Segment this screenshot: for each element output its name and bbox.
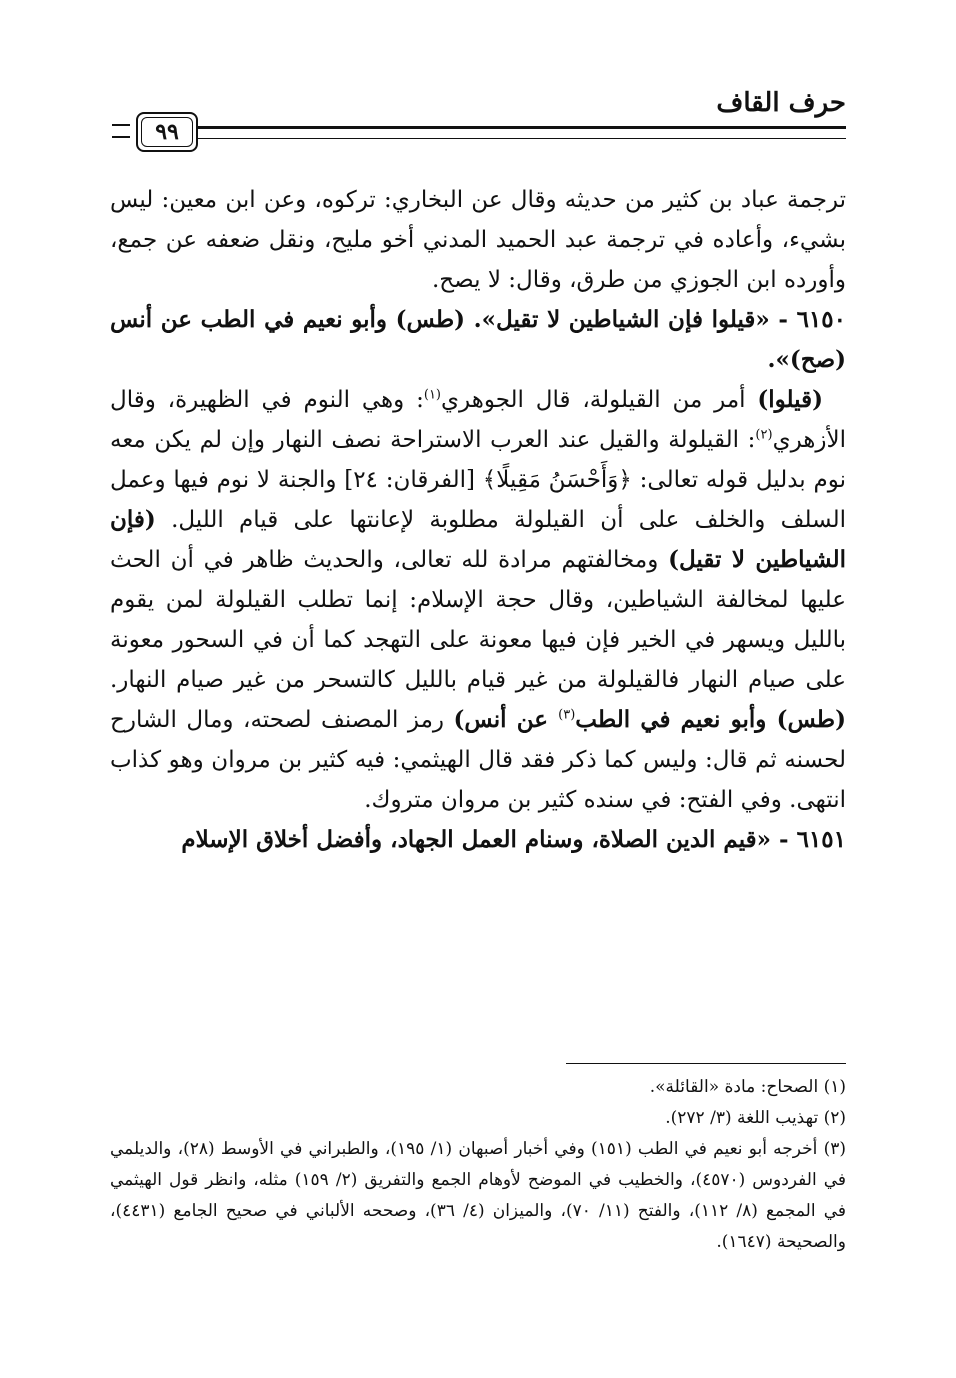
footnote-1: (١) الصحاح: مادة «القائلة». bbox=[649, 1077, 846, 1097]
commentary-text-b: : وهي النوم في الظهيرة، وقال الأزهري bbox=[110, 387, 846, 453]
footnotes bbox=[110, 1072, 846, 1258]
footnote-ref-1: (١) bbox=[423, 387, 441, 403]
header-rule bbox=[196, 126, 846, 139]
commentary-lead: (قيلوا) bbox=[757, 386, 823, 413]
page-number-box bbox=[136, 112, 198, 152]
hadith-entry-6150: ٦١٥٠ - «قيلوا فإن الشياطين لا تقيل». (طس) وأبو نعيم في الطب عن أنس (صح)». bbox=[110, 306, 846, 373]
commentary-text-c: : القيلولة والقيل عند العرب الاستراحة نصف النهار وإن لم يكن معه نوم بدليل قوله تعالى: ﴿وَأَحْسَنُ مَقِيلًا﴾ [الفرقان: ٢٤] والجنة لا نوم فيها وعمل السلف والخلف على أن القيلولة مطلوبة لإعانتها على قيام الليل. bbox=[110, 427, 846, 533]
footnote-ref-2: (٢) bbox=[755, 427, 773, 443]
main-text bbox=[110, 180, 846, 860]
paragraph-continuation: ترجمة عباد بن كثير من حديثه وقال عن البخاري: تركوه، وعن ابن معين: ليس بشيء، وأعاده في ترجمة عبد الحميد المدني أخو مليح، ونقل ضعفه عن جمع، وأورده ابن الجوزي من طرق، وقال: لا يصح. bbox=[110, 187, 846, 293]
footnote-3: (٣) أخرجه أبو نعيم في الطب (١٥١) وفي أخبار أصبهان (١/ ١٩٥)، والطبراني في الأوسط (٢٨)، والديلمي في الفردوس (٤٥٧٠)، والخطيب في الموضح لأوهام الجمع والتفريق (٢/ ١٥٩) مثله، وانظر قول الهيثمي في المجمع (٨/ ١١٢)، والفتح (١١/ ٧٠)، والميزان (٤/ ٣٦)، وصححه الألباني في صحيح الجامع (٤٤٣١)، والصحيحة (١٦٤٧). bbox=[110, 1139, 847, 1252]
commentary-bold-source: (طس) وأبو نعيم في الطب bbox=[575, 706, 846, 733]
footnote-2: (٢) تهذيب اللغة (٣/ ٢٧٢). bbox=[665, 1108, 846, 1128]
header-rule-tick bbox=[112, 124, 130, 138]
commentary-text-a: أمر من القيلولة، قال الجوهري bbox=[441, 387, 758, 413]
commentary-bold-narrator: عن أنس) bbox=[453, 706, 559, 733]
commentary-paragraph bbox=[110, 380, 846, 820]
hadith-entry-6151: ٦١٥١ - «قيم الدين الصلاة، وسنام العمل الجهاد، وأفضل أخلاق الإسلام bbox=[181, 826, 846, 853]
page-number: ٩٩ bbox=[155, 119, 179, 145]
footnote-ref-3: (٣) bbox=[558, 707, 576, 723]
commentary-text-e: رمز المصنف لصحته، ومال الشارح لحسنه ثم قال: وليس كما ذكر فقد قال الهيثمي: فيه كثير بن مروان وهو كذاب انتهى. وفي الفتح: في سنده كثير بن مروان متروك. bbox=[110, 707, 846, 813]
commentary-bold-quote: (فإن الشياطين لا تقيل) bbox=[110, 506, 846, 573]
running-title: حرف القاف bbox=[716, 88, 846, 118]
footnote-separator bbox=[566, 1063, 846, 1064]
commentary-text-d: ومخالفتهم مرادة لله تعالى، والحديث ظاهر في أن الحث عليها لمخالفة الشياطين، وقال حجة الإسلام: إنما تطلب القيلولة لمن يقوم بالليل ويسهر في الخير فإن فيها معونة على التهجد كما أن في السحور معونة على صيام النهار فالقيلولة من غير قيام بالليل كالتسحر من غير صيام النهار. bbox=[110, 547, 846, 693]
